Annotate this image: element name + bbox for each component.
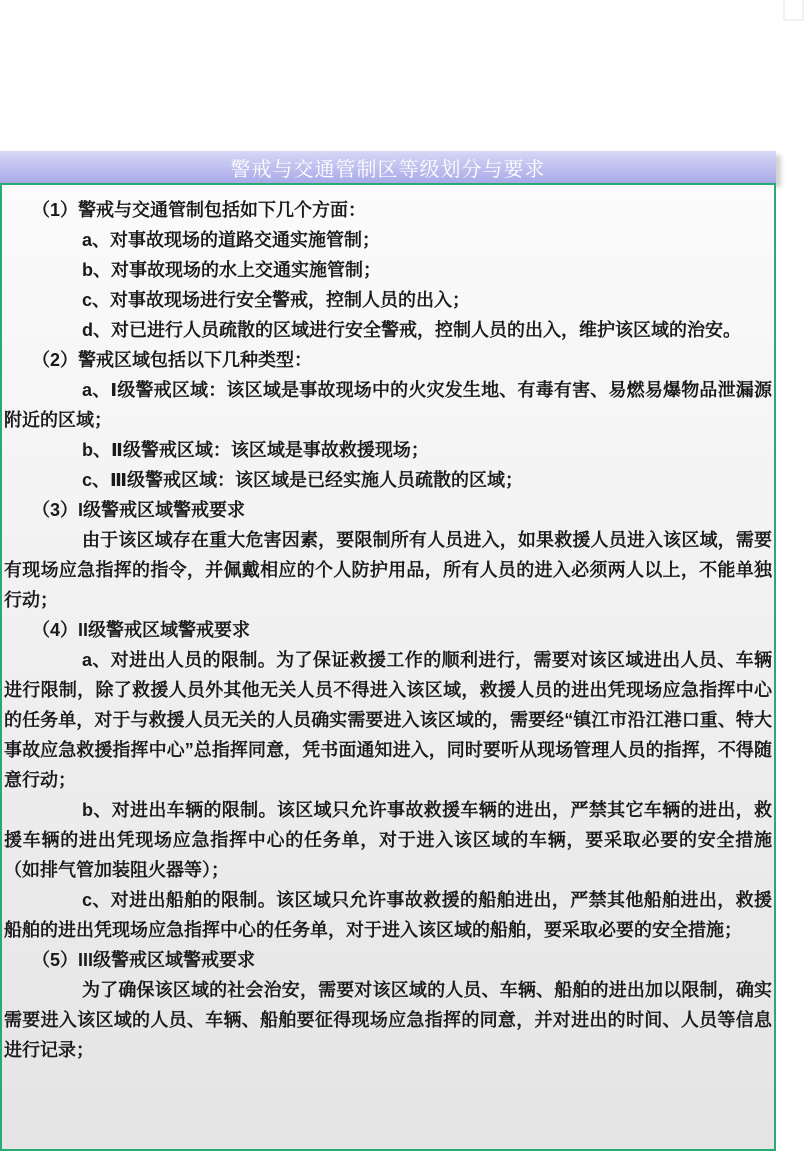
document-title-bar <box>0 151 776 183</box>
paragraph: c、对事故现场进行安全警戒，控制人员的出入； <box>82 290 471 310</box>
paragraph: a、对进出人员的限制。为了保证救援工作的顺利进行，需要对该区域进出人员、车辆进行限制，除了救援人员外其他无关人员不得进入该区域，救援人员的进出凭现场应急指挥中心的任务单，对于与救援人员无关的人员确实需要进入该区域的，需要经“镇江市沿江港口重、特大事故应急救援指挥中心”总指挥同意，凭书面通知进入，同时要听从现场管理人员的指挥，不得随意行动； <box>4 650 772 790</box>
corner-box <box>783 0 804 21</box>
paragraph: a、对事故现场的道路交通实施管制； <box>82 230 381 250</box>
paragraph: b、对进出车辆的限制。该区域只允许事故救援车辆的进出，严禁其它车辆的进出，救援车辆的进出凭现场应急指挥中心的任务单，对于进入该区域的车辆，要采取必要的安全措施（如排气管加装阻火器等）； <box>4 800 772 880</box>
paragraph: （4）II级警戒区域警戒要求 <box>32 620 251 640</box>
paragraph: b、Ⅱ级警戒区域：该区域是事故救援现场； <box>82 440 429 460</box>
content-block <box>0 151 776 1151</box>
paragraph: c、Ⅲ级警戒区域：该区域是已经实施人员疏散的区域； <box>82 470 524 490</box>
document-body <box>0 183 776 1151</box>
paragraph: （1）警戒与交通管制包括如下几个方面： <box>32 200 367 220</box>
paragraph: a、Ⅰ级警戒区域：该区域是事故现场中的火灾发生地、有毒有害、易燃易爆物品泄漏源附近的区域； <box>4 380 772 430</box>
paragraph: （2）警戒区域包括以下几种类型： <box>32 350 313 370</box>
paragraph: 由于该区域存在重大危害因素，要限制所有人员进入，如果救援人员进入该区域，需要有现场应急指挥的指令，并佩戴相应的个人防护用品，所有人员的进入必须两人以上，不能单独行动； <box>4 530 772 610</box>
paragraph: c、对进出船舶的限制。该区域只允许事故救援的船舶进出，严禁其他船舶进出，救援船舶的进出凭现场应急指挥中心的任务单，对于进入该区域的船舶，要采取必要的安全措施； <box>4 890 772 940</box>
paragraph: 为了确保该区域的社会治安，需要对该区域的人员、车辆、船舶的进出加以限制，确实需要进入该区域的人员、车辆、船舶要征得现场应急指挥的同意，并对进出的时间、人员等信息进行记录； <box>4 980 772 1060</box>
paragraph: b、对事故现场的水上交通实施管制； <box>82 260 381 280</box>
paragraph: d、对已进行人员疏散的区域进行安全警戒，控制人员的出入，维护该区域的治安。 <box>82 320 741 340</box>
paragraph: （3）I级警戒区域警戒要求 <box>32 500 246 520</box>
document-title: 警戒与交通管制区等级划分与要求 <box>230 158 546 181</box>
paragraph: （5）III级警戒区域警戒要求 <box>32 950 256 970</box>
